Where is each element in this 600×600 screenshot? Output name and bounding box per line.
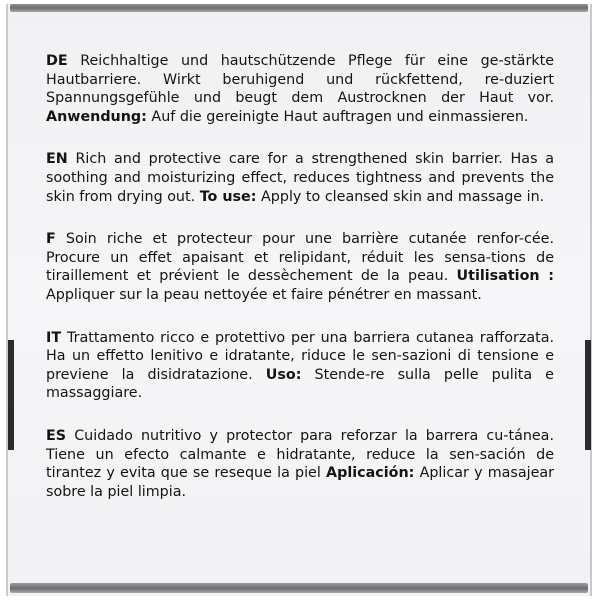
- usage-text: Auf die gereinigte Haut auftragen und einmassieren.: [151, 108, 529, 125]
- paragraph-it: [46, 329, 554, 403]
- label-text-block: [46, 52, 554, 525]
- language-code: IT: [46, 329, 62, 346]
- paragraph-de: [46, 52, 554, 126]
- usage-label: Uso:: [265, 366, 302, 383]
- package-bottom-edge: [10, 583, 588, 593]
- description-text: Soin riche et protecteur pour une barrière cutanée renfor-cée. Procure un effet apaisant et relipidant, réduit les sensa-tions de tiraillement et prévient le dessèchement de la peau.: [46, 231, 554, 285]
- usage-text: Appliquer sur la peau nettoyée et faire pénétrer en massant.: [46, 286, 482, 303]
- description-text: Rich and protective care for a strengthened skin barrier. Has a soothing and moisturizing effect, reduces tightness and prevents the skin from drying out.: [46, 151, 555, 205]
- description-text: Cuidado nutritivo y protector para reforzar la barrera cu-tánea. Tiene un efecto calmante e hidratante, reduce la sen-sación de tirantez y evita que se reseque la piel: [46, 427, 554, 482]
- usage-label: Aplicación:: [326, 465, 415, 482]
- package-top-edge: [10, 4, 588, 12]
- usage-text: Aplicar y masajear sobre la piel limpia.: [46, 465, 555, 500]
- language-code: DE: [46, 53, 68, 69]
- paragraph-es: [46, 427, 554, 501]
- left-print-mark: [8, 340, 14, 450]
- paragraph-f: [46, 230, 554, 304]
- right-print-mark: [585, 340, 591, 450]
- usage-text: Apply to cleansed skin and massage in.: [261, 188, 545, 205]
- language-code: EN: [46, 151, 68, 168]
- language-code: ES: [46, 427, 67, 444]
- usage-text: Stende-re sulla pelle pulita e massaggiare.: [46, 366, 554, 402]
- description-text: Reichhaltige und hautschützende Pflege für eine ge-stärkte Hautbarriere. Wirkt beruhigend und rückfettend, re-duziert Spannungsgefühle und beugt dem Austrocknen der Haut vor.: [46, 53, 555, 107]
- language-code: F: [46, 231, 56, 248]
- paragraph-en: [46, 150, 554, 206]
- usage-label: Utilisation :: [456, 268, 554, 285]
- usage-label: To use:: [199, 188, 257, 205]
- usage-label: Anwendung:: [46, 108, 147, 125]
- description-text: Trattamento ricco e protettivo per una barriera cutanea rafforzata. Ha un effetto lenitivo e idratante, riduce le sen-sazioni di tensione e previene la disidratazione.: [46, 329, 555, 383]
